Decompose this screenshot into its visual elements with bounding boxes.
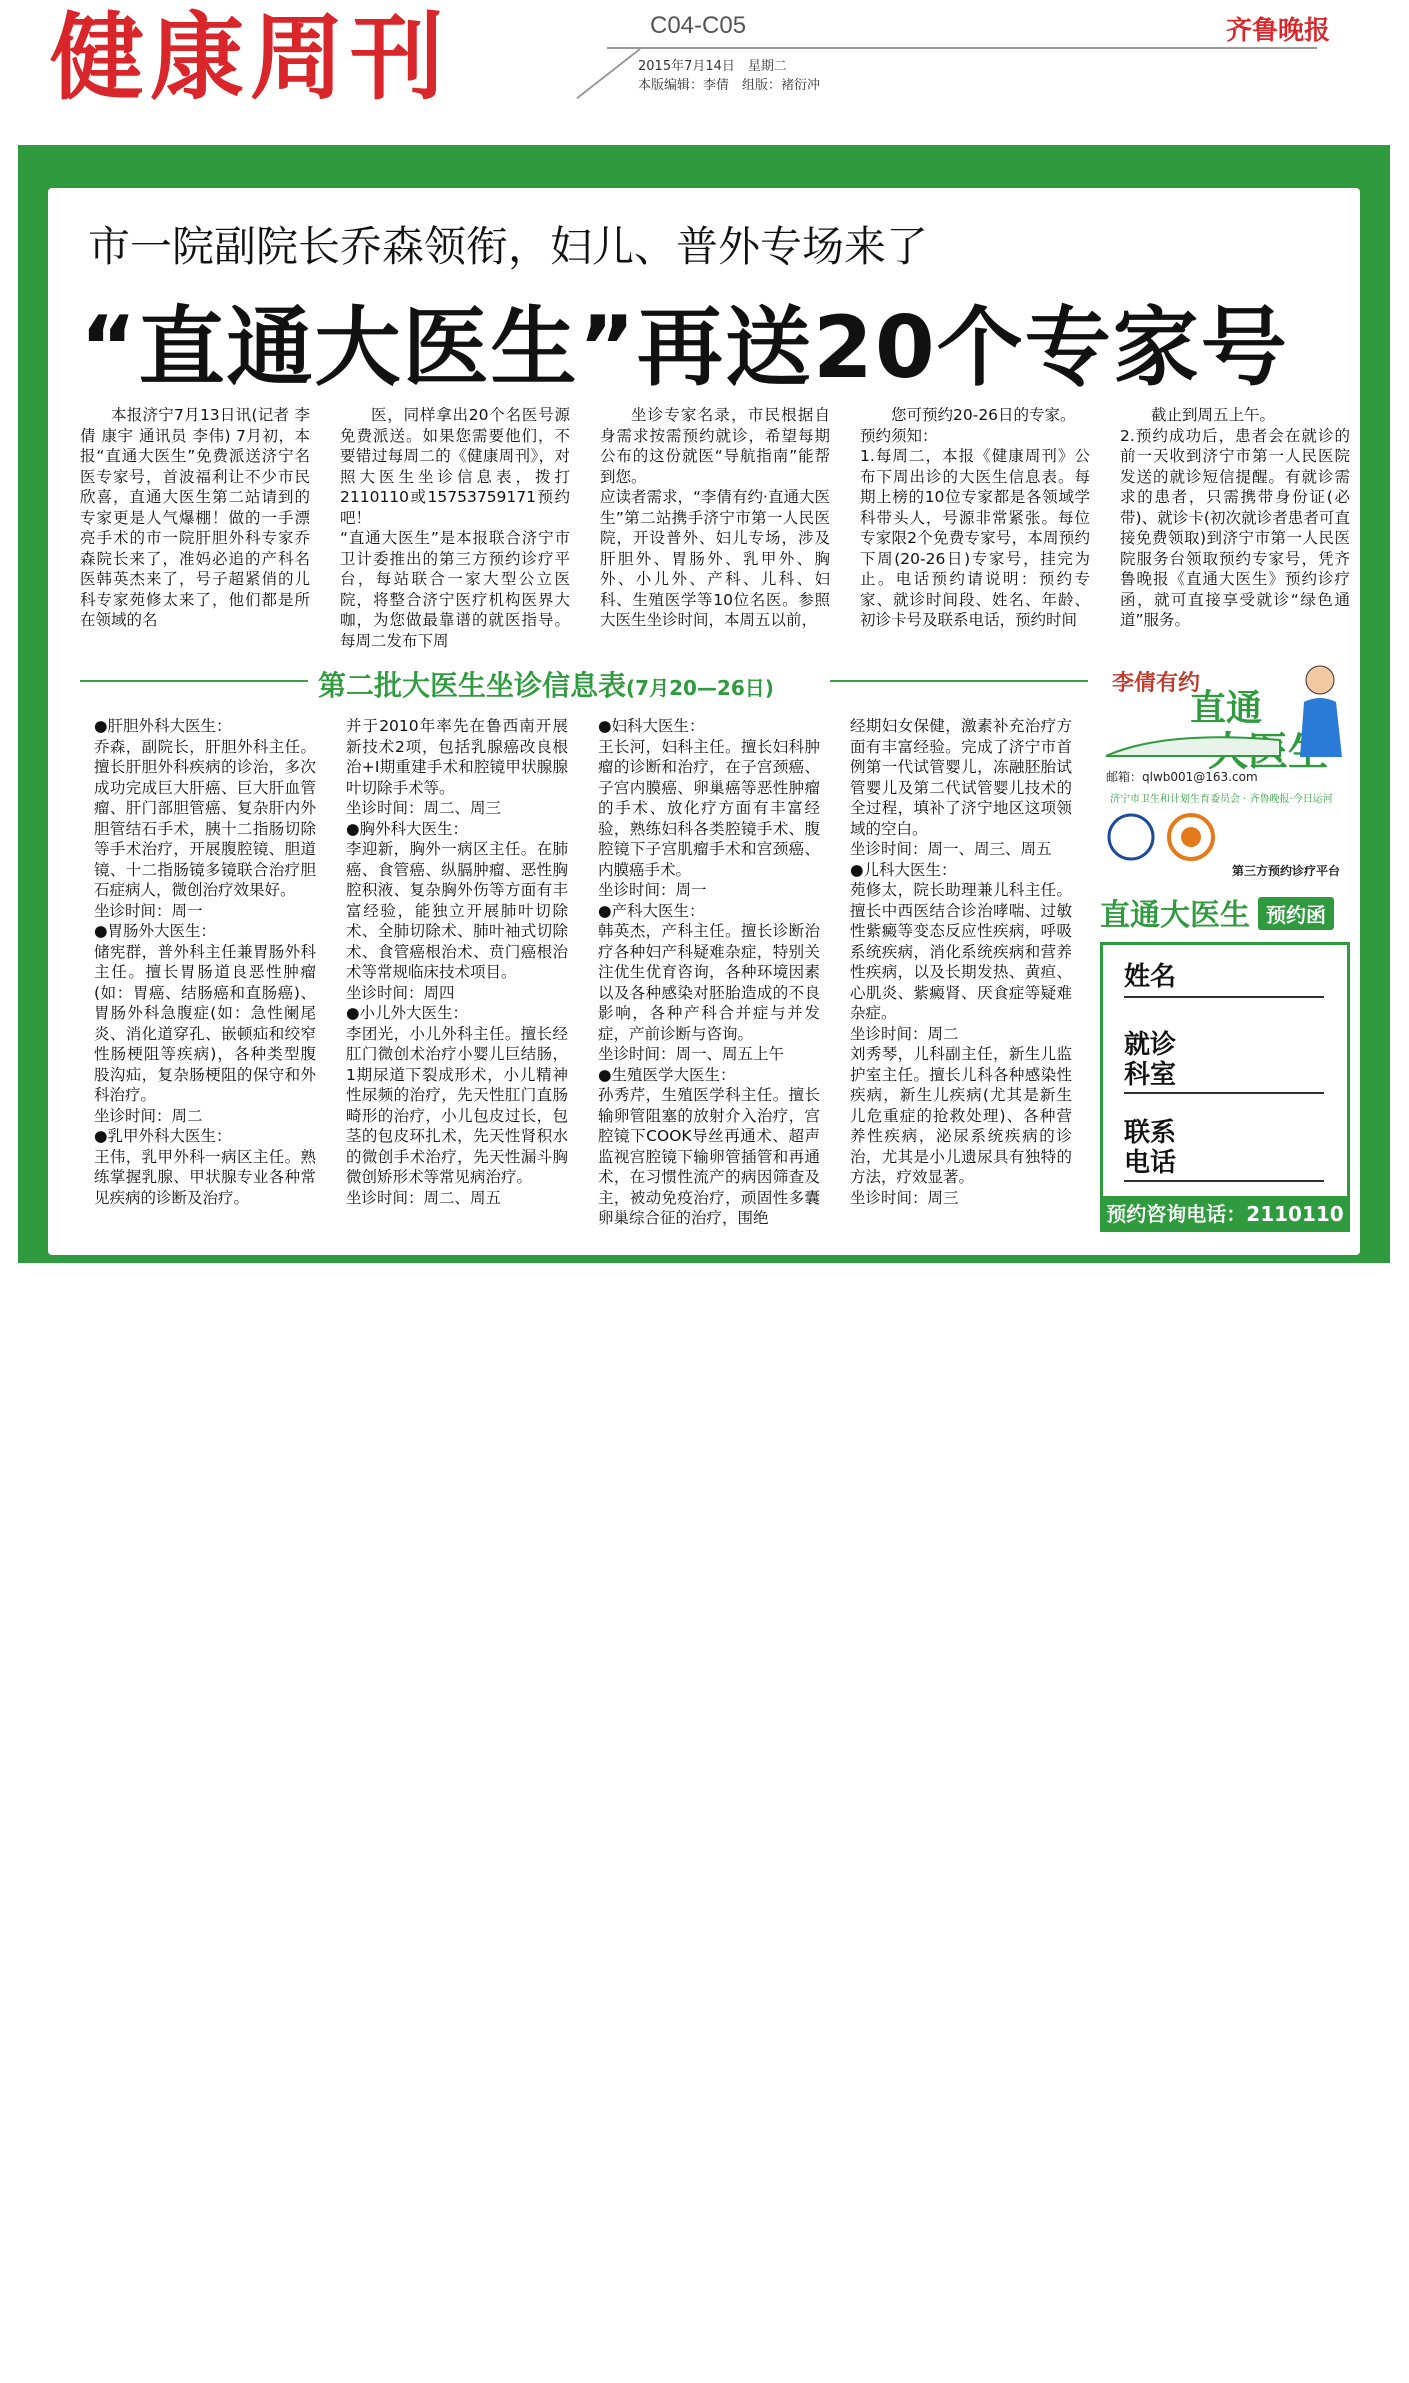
form-line xyxy=(1124,1180,1324,1182)
page-numbers: C04-C05 xyxy=(650,12,747,39)
sponsor-logos-icon xyxy=(1106,812,1226,862)
schedule-title: 第二批大医生坐诊信息表(7月20—26日) xyxy=(318,669,774,702)
editor-credit: 本版编辑：李倩 组版：褚衍冲 xyxy=(638,78,821,93)
ad-brand-line1: 直通 xyxy=(1190,688,1263,729)
article-column: 医，同样拿出20个名医号源免费派送。如果您需要他们，不要错过每周二的《健康周刊》，对照大医生坐诊信息表，拨打2110110或15753759171预约吧！ “直通大医生”是本报联合济宁市卫计委推出的第三方预约诊疗平台，每站联合一家大型公立医院，将整合济宁医疗机构医界大咖，为您做最靠谱的就医指导。每周二发布下周 xyxy=(340,406,570,650)
newspaper-logo: 齐鲁晚报 xyxy=(1226,16,1331,46)
band-rule-left xyxy=(80,680,308,682)
ad-email: 邮箱：qlwb001@163.com xyxy=(1106,770,1258,784)
train-icon xyxy=(1104,726,1284,762)
booking-phone: 预约咨询电话：2110110 xyxy=(1100,1196,1350,1232)
masthead-diagonal xyxy=(576,48,640,99)
schedule-column: 经期妇女保健，激素补充治疗方面有丰富经验。完成了济宁市首例第一代试管婴儿，冻融胚胎试管婴儿及第二代试管婴儿技术的全过程，填补了济宁地区这项领域的空白。 坐诊时间：周一、周三、周五 ●儿科大医生： 苑修太，院长助理兼儿科主任。擅长中西医结合诊治哮喘、过敏性紫癜等变态反应性疾病，呼吸系统疾病，消化系统疾病和营养性疾病，以及长期发热、黄疸、心肌炎、紫癜肾、厌食症等疑难杂症。 坐诊时间：周二 刘秀琴，儿科副主任，新生儿监护室主任。擅长儿科各种感染性疾病，新生儿疾病(尤其是新生儿危重症的抢救处理)、各种营养性疾病，泌尿系统疾病的诊治，尤其是小儿遗尿具有独特的方法，疗效显著。 坐诊时间：周三 xyxy=(850,717,1072,1207)
form-field-name: 姓名 xyxy=(1124,962,1177,992)
ad-platform: 第三方预约诊疗平台 xyxy=(1232,864,1341,878)
ad-organizers: 济宁市卫生和计划生育委员会 · 齐鲁晚报·今日运河 xyxy=(1110,794,1333,805)
schedule-column: ●肝胆外科大医生： 乔森，副院长，肝胆外科主任。擅长肝胆外科疾病的诊治，多次成功完成巨大肝癌、巨大肝血管瘤、肝门部胆管癌、复杂肝内外胆管结石手术，胰十二指肠切除等手术治疗，开展腹腔镜、胆道镜、十二指肠镜多镜联合治疗胆石症病人，微创治疗效果好。 坐诊时间：周一 ●胃肠外大医生： 储宪群，普外科主任兼胃肠外科主任。擅长胃肠道良恶性肿瘤(如：胃癌、结肠癌和直肠癌)、胃肠外科急腹症(如：急性阑尾炎、消化道穿孔、嵌顿疝和绞窄性肠梗阻等疾病)，各种类型腹股沟疝，复杂肠梗阻的保守和外科治疗。 坐诊时间：周二 ●乳甲外科大医生： 王伟，乳甲外科一病区主任。熟练掌握乳腺、甲状腺专业各种常见疾病的诊断及治疗。 xyxy=(94,717,316,1207)
form-line xyxy=(1124,996,1324,998)
masthead-rule xyxy=(607,47,1317,49)
form-field-department: 就诊 科室 xyxy=(1124,1030,1177,1090)
form-line xyxy=(1124,1092,1324,1094)
article-kicker: 市一院副院长乔森领衔，妇儿、普外专场来了 xyxy=(88,222,929,271)
form-tag: 预约函 xyxy=(1258,897,1334,930)
ad-host-name: 李倩有约 xyxy=(1112,671,1201,696)
doctor-figure-icon xyxy=(1290,662,1352,758)
article-headline: “直通大医生”再送20个专家号 xyxy=(80,298,1289,398)
issue-date: 2015年7月14日 星期二 xyxy=(638,59,787,74)
form-title: 直通大医生 xyxy=(1100,898,1250,933)
article-column: 坐诊专家名录，市民根据自身需求按需预约就诊，希望每期公布的这份就医“导航指南”能帮到您。 应读者需求，“李倩有约·直通大医生”第二站携手济宁市第一人民医院，开设普外、妇儿专场，涉及肝胆外、胃肠外、乳甲外、胸外、小儿外、产科、儿科、妇科、生殖医学等10位名医。参照大医生坐诊时间，本周五以前， xyxy=(600,406,830,629)
schedule-column: ●妇科大医生： 王长河，妇科主任。擅长妇科肿瘤的诊断和治疗，在子宫颈癌、子宫内膜癌、卵巢癌等恶性肿瘤的手术、放化疗方面有丰富经验，熟练妇科各类腔镜手术、腹腔镜下子宫肌瘤手术和宫颈癌、内膜癌手术。 坐诊时间：周一 ●产科大医生： 韩英杰，产科主任。擅长诊断治疗各种妇产科疑难杂症，特别关注优生优育咨询，各种环境因素以及各种感染对胚胎造成的不良影响，各种产科合并症与并发症，产前诊断与咨询。 坐诊时间：周一、周五上午 ●生殖医学大医生： 孙秀芹，生殖医学科主任。擅长输卵管阻塞的放射介入治疗，宫腔镜下COOK导丝再通术、超声监视宫腔镜下输卵管插管和再通术，在习惯性流产的病因筛查及主，被动免疫治疗，顽固性多囊卵巢综合征的治疗，围绝 xyxy=(598,717,820,1227)
schedule-subtitle: (7月20—26日) xyxy=(626,676,774,700)
section-title: 健康周刊 xyxy=(50,4,451,113)
article-column: 您可预约20-26日的专家。 预约须知： 1.每周二，本报《健康周刊》公布下周出诊的大医生信息表。每期上榜的10位专家都是各领域学科带头人，号源非常紧张。每位专家限2个免费专家号，本周预约下周(20-26日)专家号，挂完为止。电话预约请说明：预约专家、就诊时间段、姓名、年龄、初诊卡号及联系电话，预约时间 xyxy=(860,406,1090,629)
schedule-column: 并于2010年率先在鲁西南开展新技术2项，包括乳腺癌改良根治+Ⅰ期重建手术和腔镜甲状腺腺叶切除手术等。 坐诊时间：周二、周三 ●胸外科大医生： 李迎新，胸外一病区主任。在肺癌、食管癌、纵膈肿瘤、恶性胸腔积液、复杂胸外伤等方面有丰富经验，能独立开展肺叶切除术、全肺切除术、肺叶袖式切除术、食管癌根治术、贲门癌根治术等常规临床技术项目。 坐诊时间：周四 ●小儿外大医生： 李团光，小儿外科主任。擅长经肛门微创术治疗小婴儿巨结肠，1期尿道下裂成形术，小儿精神性尿频的治疗，先天性肛门直肠畸形的治疗，小儿包皮过长，包茎的包皮环扎术，先天性肾积水的微创手术治疗，先天性漏斗胸微创矫形术等常见病治疗。 坐诊时间：周二、周五 xyxy=(346,717,568,1207)
article-column: 截止到周五上午。 2.预约成功后，患者会在就诊的前一天收到济宁市第一人民医院发送的就诊短信提醒。有就诊需求的患者，只需携带身份证(必带)、就诊卡(初次就诊者患者可直接免费领取)到济宁市第一人民医院服务台领取预约专家号，凭齐鲁晚报《直通大医生》预约诊疗函，就可直接享受就诊“绿色通道”服务。 xyxy=(1120,406,1350,629)
band-rule-right xyxy=(830,680,1088,682)
form-field-phone: 联系 电话 xyxy=(1124,1118,1177,1178)
article-column: 本报济宁7月13日讯(记者 李倩 康宇 通讯员 李伟) 7月初，本报“直通大医生”免费派送济宁名医专家号，首波福利让不少市民欣喜，直通大医生第二站请到的专家更是人气爆棚！做的一手漂亮手术的市一院肝胆外科专家乔森院长来了，准妈必追的产科名医韩英杰来了，号子超紧俏的儿科专家苑修太来了，他们都是所在领域的名 xyxy=(80,406,310,629)
